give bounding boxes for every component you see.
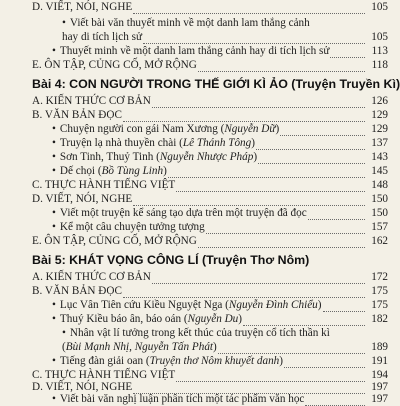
toc-entry: B. VĂN BẢN ĐỌC 175	[32, 285, 388, 297]
lesson-heading: Bài 4: CON NGƯỜI TRONG THẾ GIỚI KÌ ẢO (Truyện Truyền Kì)	[32, 77, 400, 91]
toc-entry: • Truyện lạ nhà thuyền chài (Lê Thánh Tông) 137	[52, 136, 388, 150]
toc-entry: • Viết bài văn thuyết minh về một danh lam thắng cảnh	[62, 16, 388, 30]
toc-entry: • Viết một truyện kể sáng tạo dựa trên một truyện đã đọc 150	[52, 206, 388, 220]
toc-entry: D. VIẾT, NÓI, NGHE 150	[32, 193, 388, 205]
toc-entry: • Sơn Tinh, Thuỷ Tinh (Nguyễn Nhược Pháp) 143	[52, 150, 388, 164]
toc-entry: A. KIẾN THỨC CƠ BẢN 126	[32, 95, 388, 107]
toc-entry: A. KIẾN THỨC CƠ BẢN 172	[32, 271, 388, 283]
toc-entry: C. THỰC HÀNH TIẾNG VIỆT 194	[32, 369, 388, 381]
toc-entry: • Nhân vật lí tưởng trong kết thúc của truyện cổ tích thần kì	[62, 326, 388, 340]
toc-entry: • Chuyện người con gái Nam Xương (Nguyễn Dữ) 129	[52, 122, 388, 136]
toc-entry: • Kể một câu chuyện tưởng tượng 157	[52, 220, 388, 234]
toc-entry: E. ÔN TẬP, CỦNG CỐ, MỞ RỘNG 162	[32, 235, 388, 247]
toc-entry: • Viết bài văn nghị luận phân tích một tác phẩm văn học 197	[52, 392, 388, 406]
toc-entry: • Dế chọi (Bồ Tùng Linh) 145	[52, 164, 388, 178]
toc-entry: B. VĂN BẢN ĐỌC 129	[32, 109, 388, 121]
lesson-heading: Bài 5: KHÁT VỌNG CÔNG LÍ (Truyện Thơ Nôm)	[32, 253, 310, 267]
toc-entry: • Lục Vân Tiên cứu Kiều Nguyệt Nga (Nguyễn Đình Chiểu) 175	[52, 298, 388, 312]
toc-entry: • Thuyết minh về một danh lam thắng cảnh hay di tích lịch sử 113	[52, 44, 388, 58]
toc-entry: C. THỰC HÀNH TIẾNG VIỆT 148	[32, 179, 388, 191]
toc-entry: • Thuý Kiều báo ân, báo oán (Nguyễn Du) 182	[52, 312, 388, 326]
toc-entry: D. VIẾT, NÓI, NGHE 197	[32, 381, 388, 393]
toc-entry: D. VIẾT, NÓI, NGHE 105	[32, 1, 388, 13]
toc-entry: E. ÔN TẬP, CỦNG CỐ, MỞ RỘNG 118	[32, 59, 388, 71]
toc-entry: hay di tích lịch sử 105	[62, 31, 388, 43]
toc-entry: (Bùi Mạnh Nhị, Nguyễn Tấn Phát) 189	[62, 341, 388, 353]
toc-entry: • Tiếng đàn giải oan (Truyện thơ Nôm khuyết danh) 191	[52, 354, 388, 368]
